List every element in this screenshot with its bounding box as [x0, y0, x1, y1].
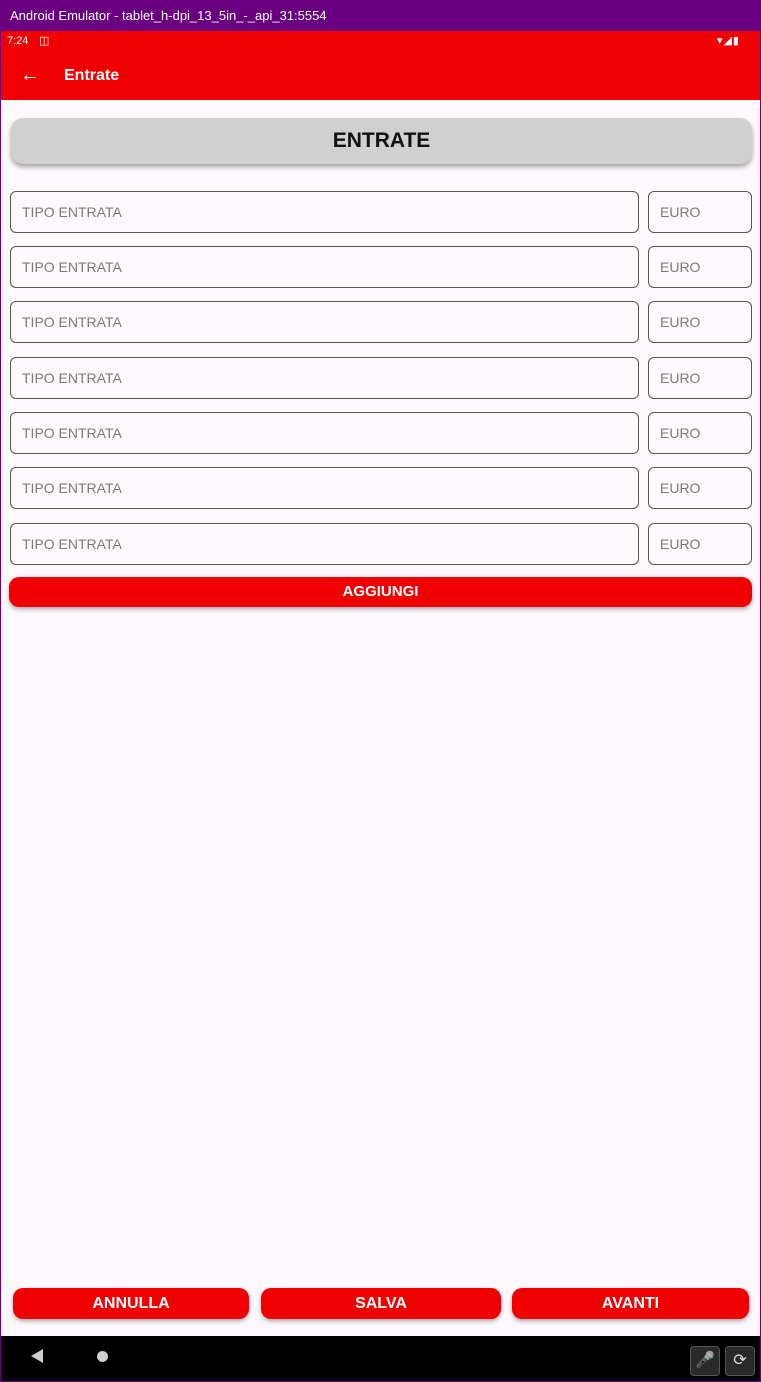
app-bar-title: Entrate: [64, 67, 120, 84]
device-screen: [1, 31, 760, 1381]
income-type-input[interactable]: TIPO ENTRATA: [10, 301, 639, 343]
income-amount-input[interactable]: EURO: [648, 523, 752, 565]
nav-back-icon[interactable]: [31, 1349, 43, 1363]
income-amount-input[interactable]: EURO: [648, 357, 752, 399]
status-bar: [1, 31, 760, 52]
emulator-window-title: Android Emulator - tablet_h-dpi_13_5in_-_api_31:5554: [0, 0, 761, 31]
add-button[interactable]: AGGIUNGI: [9, 577, 752, 607]
income-type-input[interactable]: TIPO ENTRATA: [10, 412, 639, 454]
income-amount-input[interactable]: EURO: [648, 412, 752, 454]
nav-home-icon[interactable]: [97, 1351, 108, 1362]
section-header: ENTRATE: [11, 118, 752, 164]
system-nav-bar: [1, 1336, 760, 1381]
income-amount-input[interactable]: EURO: [648, 191, 752, 233]
rotate-icon[interactable]: ⟳: [725, 1346, 755, 1376]
income-type-input[interactable]: TIPO ENTRATA: [10, 467, 639, 509]
sim-icon: ◫: [39, 35, 50, 47]
income-type-input[interactable]: TIPO ENTRATA: [10, 191, 639, 233]
arrow-left-icon[interactable]: ←: [20, 64, 40, 86]
income-type-input[interactable]: TIPO ENTRATA: [10, 357, 639, 399]
save-button[interactable]: SALVA: [261, 1288, 501, 1319]
cancel-button[interactable]: ANNULLA: [13, 1288, 249, 1319]
income-type-input[interactable]: TIPO ENTRATA: [10, 523, 639, 565]
income-amount-input[interactable]: EURO: [648, 467, 752, 509]
income-type-input[interactable]: TIPO ENTRATA: [10, 246, 639, 288]
microphone-icon[interactable]: 🎤: [690, 1346, 720, 1376]
system-status-icons: ▾◢▮: [716, 35, 740, 47]
income-amount-input[interactable]: EURO: [648, 246, 752, 288]
app-bar: [1, 52, 760, 100]
income-amount-input[interactable]: EURO: [648, 301, 752, 343]
next-button[interactable]: AVANTI: [512, 1288, 749, 1319]
status-time: 7:24: [7, 35, 29, 47]
